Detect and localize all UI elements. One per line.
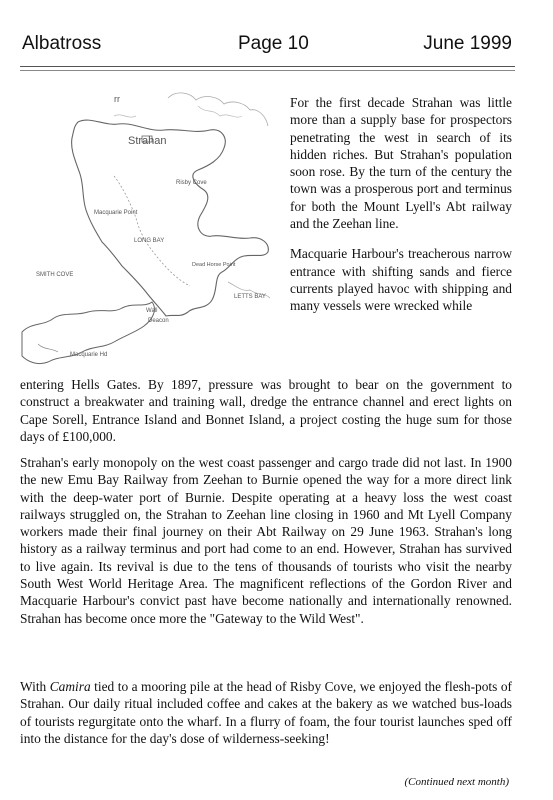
map-label-strahan: Strahan <box>128 135 167 147</box>
map-label-smith-cove: SMITH COVE <box>36 272 74 278</box>
paragraph-camira: With Camira tied to a mooring pile at the head of Risby Cove, we enjoyed the flesh-pots of Strahan. Our daily ritual included coffee and cakes at the bakery as we watched bus-loads of tourists regurgitate onto the wharf. In a flurry of foam, the four tourist launches sped off into the distance for the day's dose of wilderness-seeking! <box>20 679 512 746</box>
map-label-macquarie-hd: Macquarie Hd <box>70 352 108 358</box>
paragraph-harbour-entrance: Macquarie Harbour's treacherous narrow entrance with shifting sands and fierce currents played havoc with shipping and many vessels were wrecked while <box>290 246 512 314</box>
paragraph-first-decade: For the first decade Strahan was little more than a supply base for prospectors penetrating the west in search of its hidden riches. But Strahan's population soon rose. By the turn of the century the town was a prosperous port and terminus for both the Mount Lyell's Abt railway and the Zeehan line. <box>290 95 512 232</box>
continued-note: (Continued next month) <box>404 776 509 788</box>
paragraph-monopoly: Strahan's early monopoly on the west coast passenger and cargo trade did not last. In 1900 the new Emu Bay Railway from Zeehan to Burnie opened the way for a more direct link with the deep-water port of Burnie. Despite operating at a heavy loss the west coast railways struggled on, the Strahan to Zeehan line closing in 1960 and Mt Lyell Company workers made their final journey on their Abt Railway on 29 June 1963. Strahan's long history as a railway terminus and port had come to an end. However, Strahan has survived to live again. Its revival is due to the tens of thousands of tourists who visit the nearby South West World Heritage Area. The magnificent reflections of the Gordon River and Macquarie Harbour's convict past have become nationally and internationally renowned. Strahan has become once more the "Gateway to the Wild West". <box>20 455 512 626</box>
page-number: Page 10 <box>238 33 309 54</box>
boat-name: Camira <box>49 679 91 694</box>
svg-text:rr: rr <box>114 94 120 104</box>
map-label-deacon: Deacon <box>148 318 169 324</box>
publication-title: Albatross <box>22 33 102 54</box>
map-label-wall: Wall <box>146 308 158 314</box>
header-rule <box>20 66 515 67</box>
map-label-dead-horse-point: Dead Horse Point <box>192 262 236 268</box>
map-of-macquarie-harbour-icon <box>18 86 290 368</box>
paragraph-hells-gates: entering Hells Gates. By 1897, pressure was brought to bear on the government to construct a breakwater and training wall, dredge the entrance channel and erect lights on Cape Sorell, Entrance Island and Bonnet Island, a project costing the huge sum for those days of £100,000. <box>20 377 512 444</box>
page-header <box>22 33 512 59</box>
header-rule-secondary <box>20 70 515 71</box>
map-label-letts-bay: LETTS BAY <box>234 294 266 300</box>
map-label-long-bay: LONG BAY <box>134 238 165 244</box>
map-label-macquarie-point: Macquarie Point <box>94 210 138 216</box>
article-right-column <box>290 94 512 315</box>
issue-date: June 1999 <box>423 33 512 54</box>
map-label-risby-cove: Risby Cove <box>176 180 207 186</box>
